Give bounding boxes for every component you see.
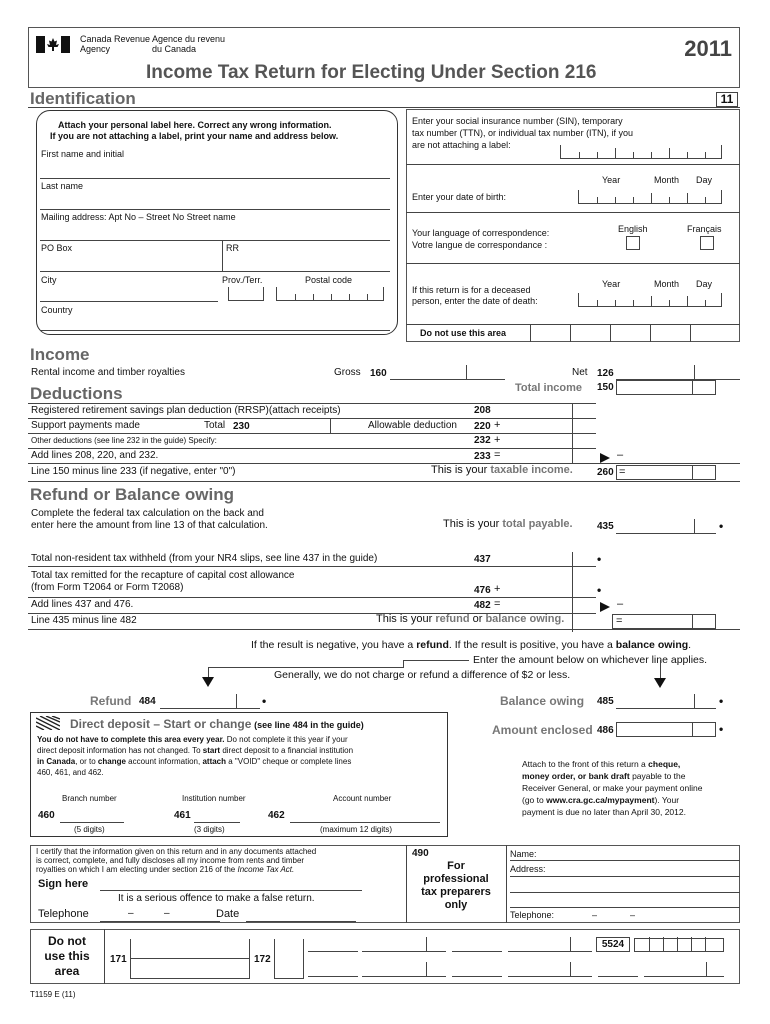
line-172-box [274, 939, 304, 979]
dnu-upper-field-1 [308, 951, 358, 952]
line-232-plus: + [494, 434, 501, 446]
rob-or: or [472, 613, 483, 625]
dnu-upper-tick-2 [426, 937, 427, 951]
line-150-field[interactable] [616, 380, 716, 395]
dod-month-label: Month [654, 279, 680, 289]
line-233-equals: = [494, 449, 501, 461]
line-160-number: 160 [370, 368, 387, 379]
federal-calc-1: Complete the federal tax calculation on the back and [31, 508, 264, 519]
attach-l4a: (go to [522, 795, 544, 805]
country-label: Country [41, 305, 73, 315]
sin-text-2: tax number (TTN), or individual tax number (ITN), if you [412, 128, 634, 138]
dnu-cell-1 [530, 324, 531, 342]
sign-here-label: Sign here [38, 878, 89, 890]
dnu-lower-field-1 [308, 976, 358, 977]
rental-income-label: Rental income and timber royalties [31, 367, 185, 378]
refund-arrow-icon [202, 677, 214, 687]
add-lines-label: Add lines 208, 220, and 232. [31, 450, 159, 461]
total-income-label: Total income [515, 382, 583, 394]
sin-field[interactable] [560, 145, 722, 159]
rob-refund: refund [435, 613, 470, 625]
line-476-number: 476 [474, 585, 491, 596]
attach-l2: payable to the [632, 771, 686, 781]
recapture-2: (from Form T2064 or Form T2068) [31, 582, 184, 593]
dnu-upper-field-3 [452, 951, 502, 952]
line-171-mid [130, 958, 250, 959]
agency-fr [152, 34, 225, 54]
language-fr-label: Votre langue de correspondance : [412, 240, 548, 250]
date-field[interactable] [246, 921, 356, 922]
balance-arrow-icon [654, 678, 666, 688]
preparer-name-field[interactable] [510, 860, 740, 861]
deposit-p3-rest: account information, [128, 757, 201, 766]
line-435-number: 435 [597, 521, 614, 532]
dnu-lower-tick-2 [426, 962, 427, 976]
line-437-bullet: • [597, 552, 602, 566]
po-rr-divider [222, 240, 223, 272]
deposit-p2-start: start [202, 746, 221, 755]
line-476-plus: + [494, 583, 501, 595]
line-437-number: 437 [474, 554, 491, 565]
deposit-p4: 460, 461, and 462. [37, 768, 104, 777]
first-name-field[interactable] [40, 178, 390, 179]
branch-digits: (5 digits) [74, 825, 105, 834]
ded-rule-3 [28, 448, 596, 449]
line-486-number: 486 [597, 725, 614, 736]
prep-only: only [444, 899, 468, 911]
form-year: 2011 [684, 36, 732, 61]
form-title: Income Tax Return for Electing Under Section 216 [146, 62, 597, 83]
dob-day-label: Day [696, 175, 713, 185]
line-150-number: 150 [597, 382, 614, 393]
telephone-field[interactable] [100, 921, 220, 922]
ded-rule-1 [28, 418, 596, 419]
line-461-field[interactable] [194, 822, 240, 823]
line-485-bullet: • [719, 694, 724, 708]
dnu-lower-tick-6 [706, 962, 707, 976]
last-name-field[interactable] [40, 209, 390, 210]
recapture-text [31, 570, 294, 594]
line-490-number: 490 [412, 848, 429, 859]
branch-number-label: Branch number [62, 794, 117, 803]
line-462-number: 462 [268, 810, 285, 821]
certify-act: Income Tax Act. [237, 865, 295, 874]
do-not-use-label: Do not use this area [420, 328, 507, 338]
account-digits: (maximum 12 digits) [320, 825, 393, 834]
line-482-minus: – [617, 598, 624, 610]
certify-divider-2 [506, 845, 507, 923]
deceased-text-2: person, enter the date of death: [412, 296, 538, 306]
agency-fr-line1: Agence du revenu [152, 34, 226, 44]
attach-l3: Receiver General, or make your payment online [522, 783, 703, 793]
po-box-field[interactable] [40, 271, 390, 272]
taxable-income-label: taxable income. [490, 464, 573, 476]
result-note-3: . [688, 639, 692, 651]
deceased-label [412, 285, 538, 307]
date-of-death-field[interactable] [578, 293, 722, 307]
account-number-label: Account number [333, 794, 392, 803]
line-462-field[interactable] [290, 822, 440, 823]
date-label: Date [216, 908, 240, 920]
line-484-cents [236, 694, 237, 708]
code-5524-box: 5524 [596, 937, 630, 952]
attach-l2b: money order, or bank draft [522, 771, 630, 781]
dnu-upper-tick-4 [570, 937, 571, 951]
institution-digits: (3 digits) [194, 825, 225, 834]
dnu-cell-5 [690, 324, 691, 342]
line-435-bullet: • [719, 519, 724, 533]
dnu-lower-field-6 [644, 976, 724, 977]
line-435-field[interactable] [616, 533, 716, 534]
ded-rule-5 [28, 481, 740, 482]
agency-fr-line2: du Canada [152, 44, 197, 54]
attach-payment-text [522, 758, 702, 818]
line-160-cents [466, 365, 467, 379]
allowable-label: Allowable deduction [368, 420, 457, 431]
gross-label: Gross [334, 367, 361, 378]
dnu-footer-divider [104, 929, 105, 984]
line-485-number: 485 [597, 696, 614, 707]
ded-rule-0 [28, 403, 596, 404]
dnu-upper-field-4 [508, 951, 592, 952]
line-172-number: 172 [254, 954, 271, 965]
telephone-dash-2: – [164, 908, 170, 919]
refund-label: Refund [90, 694, 132, 708]
deposit-title-see: (see line 484 in the guide) [254, 720, 364, 730]
deposit-p3-attach: attach [202, 757, 227, 766]
sin-divider [406, 164, 740, 165]
line-126-cents [694, 365, 695, 379]
english-label: English [618, 224, 648, 234]
line-485-field[interactable] [616, 708, 716, 709]
country-field[interactable] [40, 330, 390, 331]
label-instruction-2: If you are not attaching a label, print your name and address below. [50, 131, 339, 141]
mailing-address-field[interactable] [40, 240, 390, 241]
line-486-bullet: • [719, 722, 724, 736]
attach-l5: payment is due no later than April 30, 2012. [522, 807, 686, 817]
dod-year-label: Year [602, 279, 621, 289]
dob-field[interactable] [578, 190, 722, 204]
preparer-address-field-3[interactable] [510, 907, 740, 908]
deductions-heading: Deductions [30, 384, 123, 403]
line-260-number: 260 [597, 467, 614, 478]
add2-label: Add lines 437 and 476. [31, 599, 134, 610]
arrow-line-top [403, 660, 469, 661]
certify-l3: royalties on which I am electing under section 216 of the [36, 865, 236, 874]
balance-owing-label: Balance owing [500, 694, 585, 708]
deposit-title [70, 717, 364, 731]
line-232-number: 232 [474, 435, 491, 446]
deposit-p3-change: change [97, 757, 126, 766]
sin-text-3: are not attaching a label: [412, 140, 511, 150]
rob-balance: balance owing. [485, 613, 565, 625]
agency-en [80, 34, 150, 54]
city-label: City [41, 275, 57, 285]
dnu-cell-4 [650, 324, 651, 342]
francais-label: Français [687, 224, 722, 234]
withheld-label: Total non-resident tax withheld (from your NR4 slips, see line 437 in the guide) [31, 553, 378, 564]
deposit-p1-bold: You do not have to complete this area every year. [37, 735, 225, 744]
line-126-number: 126 [597, 368, 614, 379]
prep-for: For [447, 860, 465, 872]
enter-below-text: Enter the amount below on whichever line applies. [473, 654, 708, 666]
support-total-label: Total [204, 420, 226, 431]
rob-equals: = [616, 615, 623, 627]
line-171-box [130, 939, 250, 979]
line-230-number: 230 [233, 421, 250, 432]
ded-rule-2 [28, 433, 596, 434]
result-note-balance: balance owing [615, 639, 689, 651]
preparer-telephone-dash-2: – [630, 910, 636, 920]
certify-l2: is correct, complete, and fully discloses all my income from rents and timber [36, 856, 305, 865]
preparer-name-label: Name: [510, 849, 537, 859]
label-instruction-1: Attach your personal label here. Correct any wrong information. [58, 120, 332, 130]
line-482-number: 482 [474, 600, 491, 611]
dob-divider [406, 212, 740, 213]
line150-minus-label: Line 150 minus line 233 (if negative, enter "0") [31, 466, 236, 477]
federal-calc-text [31, 508, 268, 532]
language-divider [406, 263, 740, 264]
line-rob-field[interactable] [612, 614, 716, 629]
for-preparers-label [406, 860, 506, 912]
identification-rule [28, 107, 740, 108]
generally-text: Generally, we do not charge or refund a difference of $2 or less. [274, 669, 571, 681]
preparer-telephone-label: Telephone: [510, 910, 555, 920]
line-460-number: 460 [38, 810, 55, 821]
amount-enclosed-label: Amount enclosed [492, 723, 593, 737]
dnu-footer-label [32, 934, 102, 979]
line-484-field[interactable] [160, 708, 260, 709]
net-label: Net [572, 367, 588, 378]
dnu-lower-tick-4 [570, 962, 571, 976]
preparer-address-label: Address: [510, 864, 546, 874]
rr-label: RR [226, 243, 239, 253]
taxable-prefix: This is your [431, 464, 488, 476]
recapture-1: Total tax remitted for the recapture of capital cost allowance [31, 570, 295, 581]
other-deductions-label: Other deductions (see line 232 in the guide) Specify: [31, 436, 217, 445]
attach-l1b: cheque, [648, 759, 681, 769]
false-return-note: It is a serious offence to make a false return. [118, 893, 315, 904]
prov-field[interactable] [228, 287, 264, 301]
page-code-box: 11 [716, 92, 738, 107]
result-note [251, 639, 691, 651]
canada-flag-logo [36, 36, 70, 53]
signature-field[interactable] [100, 890, 362, 891]
english-checkbox[interactable] [626, 236, 640, 250]
line-208-number: 208 [474, 405, 491, 416]
dnu-lower-field-4 [508, 976, 592, 977]
agency-en-line2: Agency [80, 44, 111, 54]
total-payable-text [443, 518, 573, 530]
prep-tax-preparers: tax preparers [421, 886, 491, 898]
deposit-p3-end: a "VOID" cheque or complete lines [228, 757, 352, 766]
deposit-instructions [37, 734, 445, 778]
line-171-number: 171 [110, 954, 127, 965]
line-485-cents [694, 694, 695, 708]
deceased-text-1: If this return is for a deceased [412, 285, 531, 295]
deposit-p2: direct deposit information has not changed. To [37, 746, 201, 755]
line-260-field[interactable] [616, 465, 716, 480]
certify-text [36, 847, 316, 874]
line-260-equals: = [619, 466, 626, 478]
deposit-title-main: Direct deposit – Start or change [70, 717, 252, 731]
dob-year-label: Year [602, 175, 621, 185]
ded-rule-4 [28, 463, 740, 464]
dnu-area: area [54, 964, 80, 978]
deposit-stripes-icon [36, 716, 60, 730]
postal-code-label: Postal code [305, 275, 353, 285]
support-label: Support payments made [31, 420, 140, 431]
rob-prefix: This is your [376, 613, 433, 625]
line-233-minus: – [617, 449, 624, 461]
code-5524-field [634, 938, 724, 952]
refund-or-balance-text [376, 613, 564, 625]
line-437-cents [572, 552, 573, 632]
mailing-address-label: Mailing address: Apt No – Street No Street name [41, 212, 236, 222]
attach-l4c: ). Your [654, 795, 680, 805]
prep-professional: professional [423, 873, 489, 885]
dnu-upper-field-2 [362, 951, 446, 952]
dnu-lower-field-2 [362, 976, 446, 977]
line-160-field[interactable] [390, 379, 505, 380]
first-name-label: First name and initial [41, 149, 125, 159]
identification-heading: Identification [30, 89, 136, 108]
line-230-cents [330, 418, 331, 433]
deposit-p1-rest: Do not complete it this year if your [224, 735, 348, 744]
dnu-do-not: Do not [48, 934, 86, 948]
federal-calc-2: enter here the amount from line 13 of that calculation. [31, 520, 268, 531]
dnu-lower-field-5 [598, 976, 638, 977]
payable-prefix: This is your [443, 518, 500, 530]
dod-day-label: Day [696, 279, 713, 289]
line-476-bullet: • [597, 583, 602, 597]
line-233-number: 233 [474, 451, 491, 462]
attach-l4b: www.cra.gc.ca/mypayment [546, 795, 655, 805]
sin-text-1: Enter your social insurance number (SIN), temporary [412, 116, 623, 126]
agency-en-line1: Canada Revenue [80, 34, 151, 44]
francais-checkbox[interactable] [700, 236, 714, 250]
line-482-equals: = [494, 598, 501, 610]
income-heading: Income [30, 345, 90, 364]
line-486-field[interactable] [616, 722, 716, 737]
line-484-bullet: • [262, 694, 267, 708]
institution-number-label: Institution number [182, 794, 246, 803]
ref-rule-2 [28, 597, 596, 598]
telephone-label: Telephone [38, 908, 89, 920]
attach-l1: Attach to the front of this return a [522, 759, 646, 769]
line435-minus-label: Line 435 minus line 482 [31, 615, 137, 626]
dnu-lower-field-3 [452, 976, 502, 977]
last-name-label: Last name [41, 181, 84, 191]
preparer-telephone-dash-1: – [592, 910, 598, 920]
certify-l1: I certify that the information given on this return and in any documents attached [36, 847, 317, 856]
dnu-cell-2 [570, 324, 571, 342]
line-482-arrow-icon [600, 602, 610, 612]
result-note-refund: refund [416, 639, 449, 651]
result-note-1: If the result is negative, you have a [251, 639, 414, 651]
line-460-field[interactable] [60, 822, 124, 823]
arrow-line-horizontal [208, 667, 404, 668]
taxable-income-text [431, 464, 573, 476]
prov-label: Prov./Terr. [222, 275, 263, 285]
refund-heading: Refund or Balance owing [30, 485, 235, 504]
deposit-p2-rest: direct deposit to a financial institution [222, 746, 354, 755]
form-code: T1159 E (11) [30, 990, 76, 999]
dnu-use-this: use this [44, 949, 90, 963]
deposit-p3-mid: , or to [75, 757, 96, 766]
preparer-address-field-1[interactable] [510, 876, 740, 877]
line-484-number: 484 [139, 696, 156, 707]
result-note-2: . If the result is positive, you have a [448, 639, 613, 651]
dob-label: Enter your date of birth: [412, 192, 507, 202]
rrsp-label: Registered retirement savings plan deduction (RRSP)(attach receipts) [31, 405, 341, 416]
language-en-label: Your language of correspondence: [412, 228, 550, 238]
line-220-number: 220 [474, 421, 491, 432]
dnu-cell-3 [610, 324, 611, 342]
total-payable-label: total payable. [502, 518, 573, 530]
line-233-arrow-icon [600, 453, 610, 463]
preparer-address-field-2[interactable] [510, 892, 740, 893]
po-box-label: PO Box [41, 243, 73, 253]
ref-rule-4 [28, 629, 740, 630]
telephone-dash-1: – [128, 908, 134, 919]
ref-rule-1 [28, 566, 596, 567]
deposit-p3-bold: in Canada [37, 757, 76, 766]
balance-arrow-stem [660, 660, 661, 680]
city-field[interactable] [40, 301, 218, 302]
dob-month-label: Month [654, 175, 680, 185]
line-461-number: 461 [174, 810, 191, 821]
postal-code-field[interactable] [276, 287, 384, 301]
line-220-plus: + [494, 419, 501, 431]
line-435-cents [694, 519, 695, 533]
